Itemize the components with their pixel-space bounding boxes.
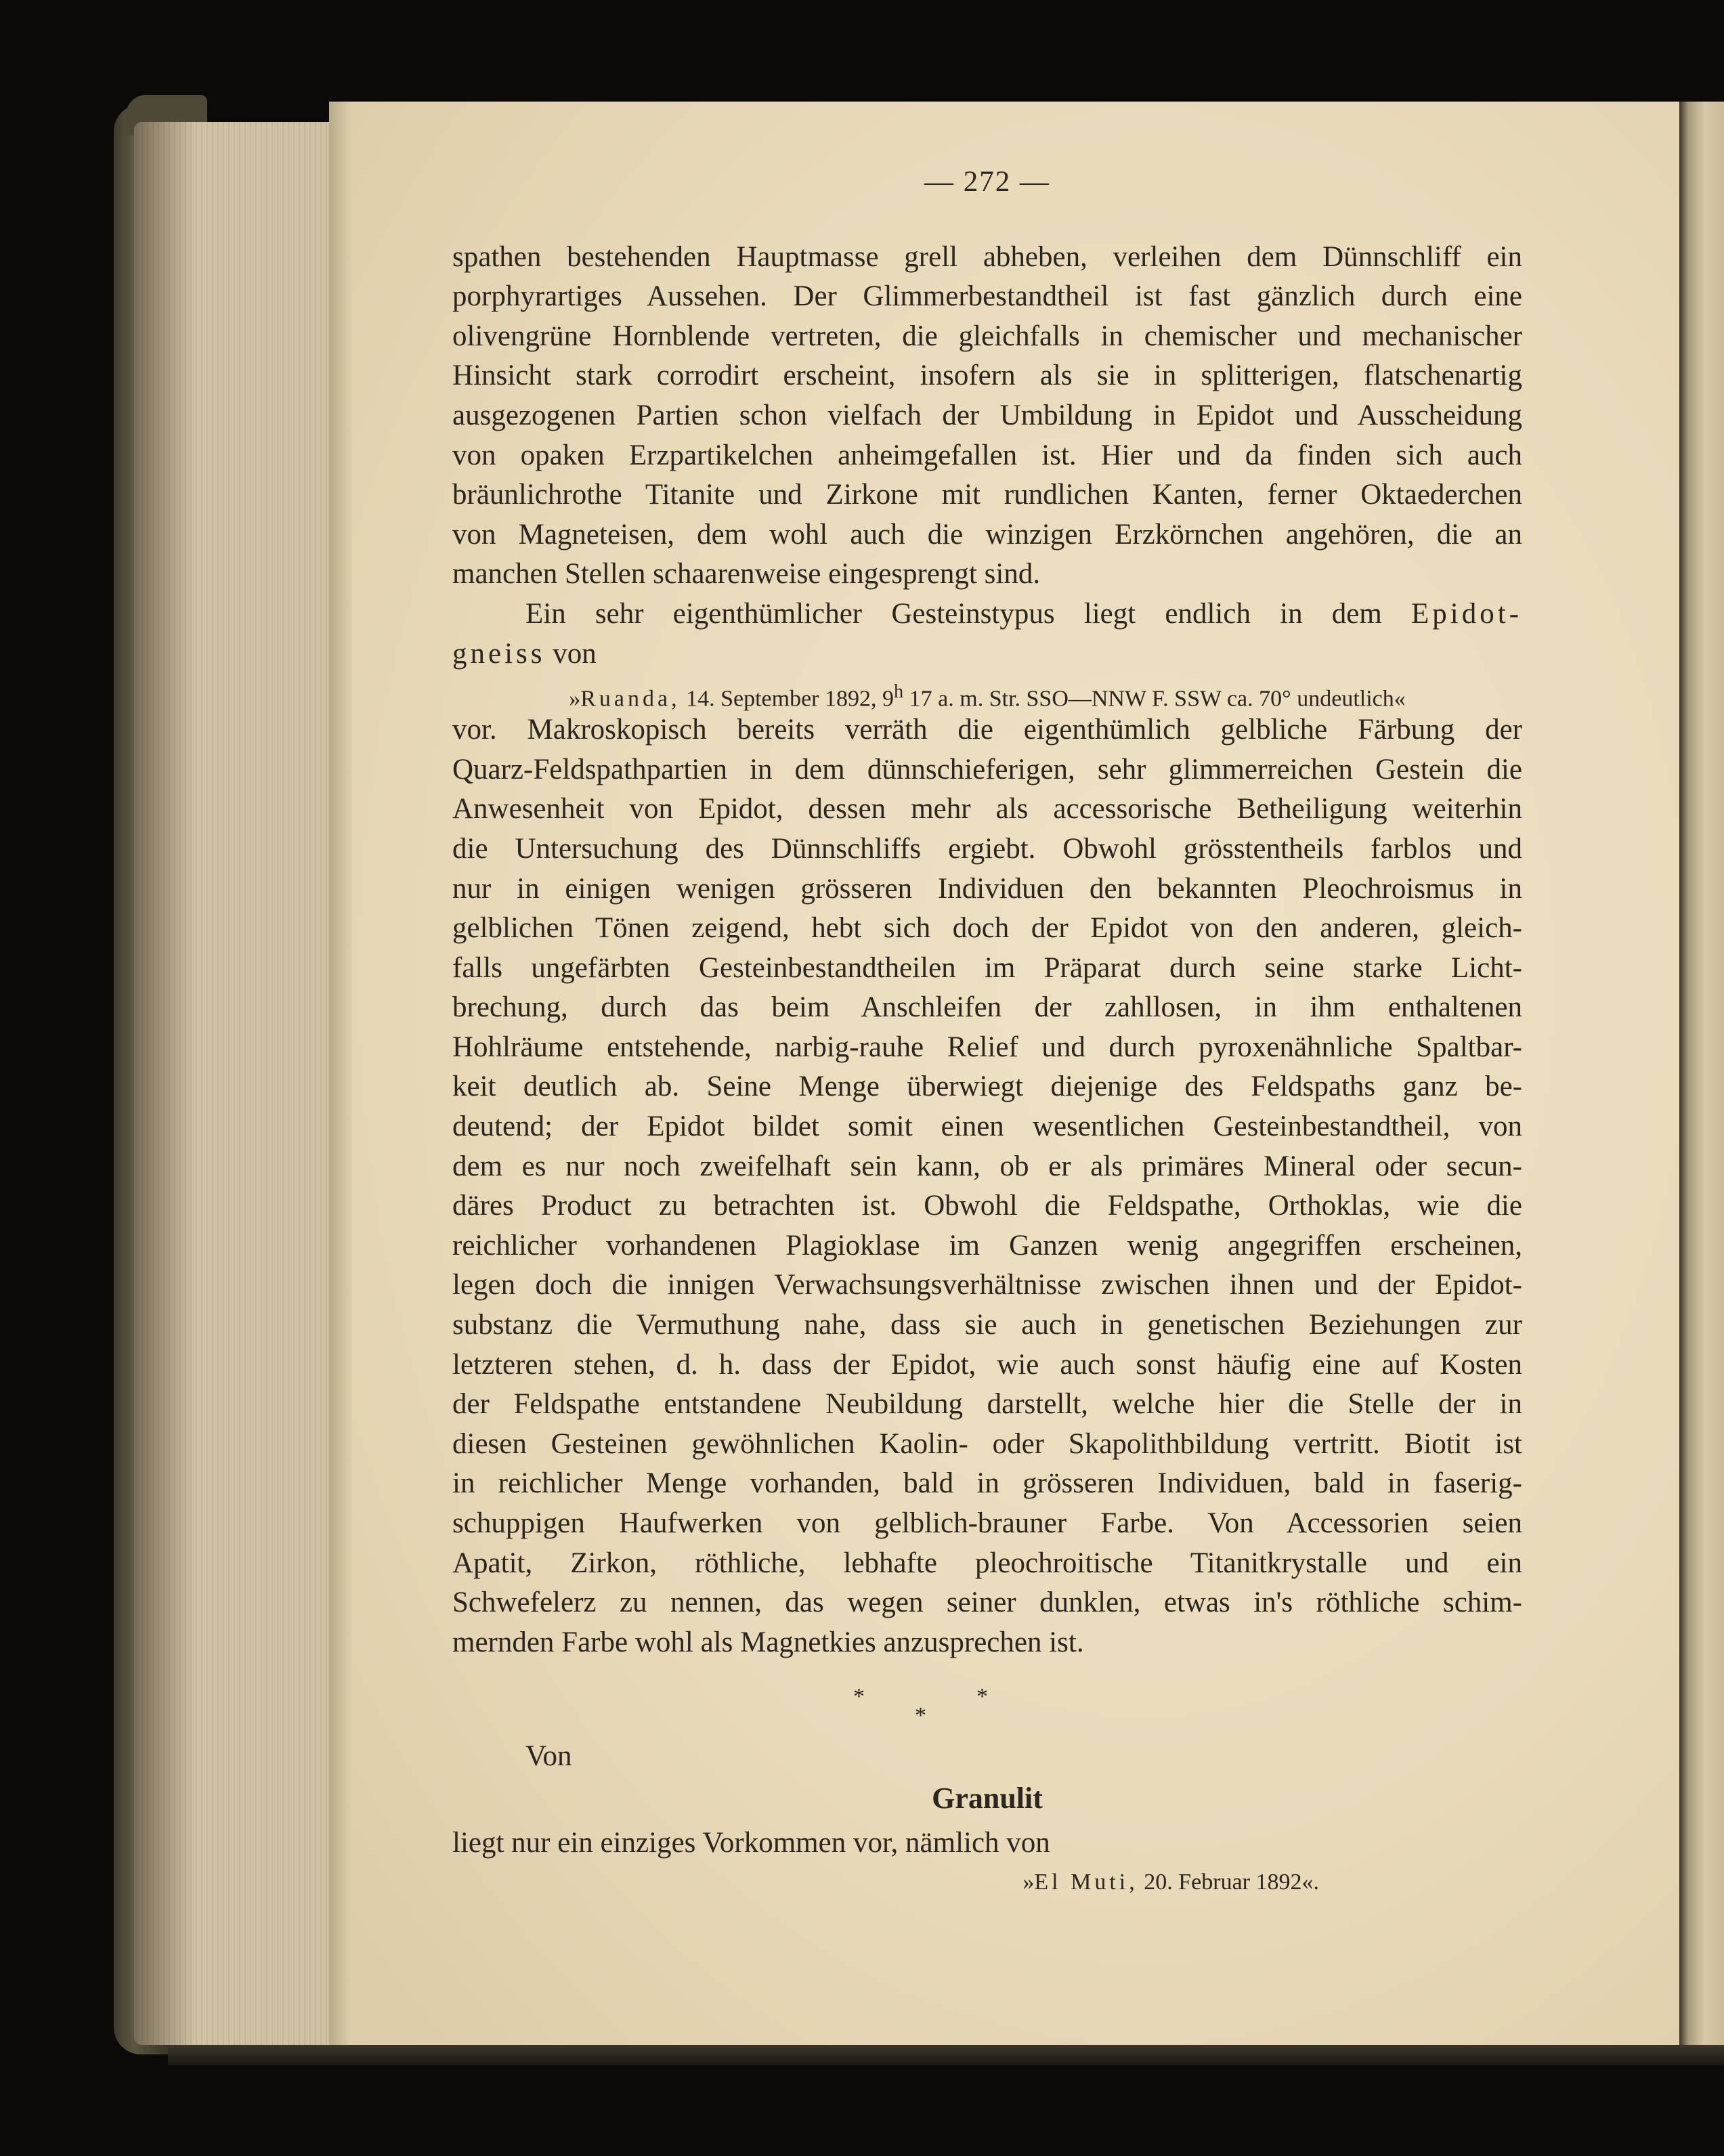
text-line: substanz die Vermuthung nahe, dass sie auch in genetischen Beziehungen zur <box>452 1309 1522 1341</box>
text-line: der Feldspathe entstandene Neubildung darstellt, welche hier die Stelle der in <box>452 1388 1522 1421</box>
page-text <box>452 163 1522 1901</box>
text-line: von opaken Erzpartikelchen anheimgefallen ist. Hier und da finden sich auch <box>452 439 1522 471</box>
page-block-shadow <box>134 122 195 2045</box>
asterisk: * <box>915 1703 926 1729</box>
text-line: reichlicher vorhandenen Plagioklase im Ganzen wenig angegriffen erscheinen, <box>452 1229 1522 1262</box>
text-line: Hohlräume entstehende, narbig-rauhe Relief und durch pyroxenähnliche Spaltbar- <box>452 1031 1522 1063</box>
text-line: deutend; der Epidot bildet somit einen wesentlichen Gesteinbestandtheil, von <box>452 1111 1522 1143</box>
text-line: Hinsicht stark corrodirt erscheint, insofern als sie in splitterigen, flatschenartig <box>452 360 1522 392</box>
text-line: keit deutlich ab. Seine Menge überwiegt diejenige des Feldspaths ganz be- <box>452 1071 1522 1103</box>
quote-mark: » <box>569 686 581 712</box>
text-line: die Untersuchung des Dünnschliffs ergiebt. Obwohl grösstentheils farblos und <box>452 832 1522 865</box>
location-line <box>452 1863 1522 1901</box>
text-line <box>452 634 1522 674</box>
text-line: vor. Makroskopisch bereits verräth die eigenthümlich gelbliche Färbung der <box>452 714 1522 746</box>
paragraph-3 <box>452 710 1522 1662</box>
next-page-edge <box>1679 102 1724 2052</box>
text-line: manchen Stellen schaarenweise eingesprengt sind. <box>452 558 1041 590</box>
text-line: von Magneteisen, dem wohl auch die winzigen Erzkörnchen angehören, die an <box>452 518 1522 551</box>
text-line: letzteren stehen, d. h. dass der Epidot, wie auch sonst häufig eine auf Kosten <box>452 1348 1522 1381</box>
text-line <box>452 595 1522 634</box>
text-line: dem es nur noch zweifelhaft sein kann, ob er als primäres Mineral oder secun- <box>452 1150 1522 1182</box>
paragraph-2 <box>452 595 1522 674</box>
location-place: Ruanda, <box>580 686 681 712</box>
hour-superscript: h <box>894 681 904 703</box>
asterisk: * <box>976 1684 988 1710</box>
text-line: schuppigen Haufwerken von gelblich-brauner Farbe. Von Accessorien seien <box>452 1507 1522 1539</box>
paragraph-1 <box>452 238 1522 595</box>
page-number: — 272 — <box>924 166 1050 198</box>
asterisk: * <box>853 1684 865 1710</box>
text-line: bräunlichrothe Titanite und Zirkone mit rundlichen Kanten, ferner Oktaederchen <box>452 479 1522 511</box>
location-date: 14. September 1892, 9 <box>680 686 894 712</box>
text-line: legen doch die innigen Verwachsungsverhältnisse zwischen ihnen und der Epidot- <box>452 1269 1522 1301</box>
text-line: Anwesenheit von Epidot, dessen mehr als accessorische Betheiligung weiterhin <box>452 793 1522 825</box>
text-line: porphyrartiges Aussehen. Der Glimmerbestandtheil ist fast gänzlich durch eine <box>452 280 1522 313</box>
text-line: Quarz-Feldspathpartien in dem dünnschieferigen, sehr glimmerreichen Gestein die <box>452 753 1522 785</box>
text-run: Ein sehr eigenthümlicher Gesteinstypus liegt endlich in dem <box>525 597 1382 630</box>
text-line: nur in einigen wenigen grösseren Individuen den bekannten Pleochroismus in <box>452 872 1522 905</box>
location-date: 20. Februar 1892«. <box>1138 1869 1319 1895</box>
text-line: diesen Gesteinen gewöhnlichen Kaolin- oder Skapolithbildung vertritt. Biotit ist <box>452 1427 1522 1460</box>
text-line: Schwefelerz zu nennen, das wegen seiner dunklen, etwas in's röthliche schim- <box>452 1587 1522 1619</box>
text-line: falls ungefärbten Gesteinbestandtheilen im Präparat durch seine starke Licht- <box>452 951 1522 984</box>
spaced-term: gneiss <box>452 637 546 670</box>
bottom-edge <box>168 2045 1724 2065</box>
text-line: däres Product zu betrachten ist. Obwohl die Feldspathe, Orthoklas, wie die <box>452 1190 1522 1222</box>
text-line: liegt nur ein einziges Vorkommen vor, nämlich von <box>452 1827 1050 1859</box>
text-run: von <box>545 637 597 670</box>
text-line: gelblichen Tönen zeigend, hebt sich doch der Epidot von den anderen, gleich- <box>452 912 1522 945</box>
spaced-term: Epidot- <box>1411 597 1523 630</box>
text-line: brechung, durch das beim Anschleifen der zahllosen, in ihm enthaltenen <box>452 991 1522 1024</box>
text-line: Apatit, Zirkon, röthliche, lebhafte pleochroitische Titanitkrystalle und ein <box>452 1547 1522 1579</box>
text-line: spathen bestehenden Hauptmasse grell abheben, verleihen dem Dünnschliff ein <box>452 240 1522 273</box>
text-line: mernden Farbe wohl als Magnetkies anzusprechen ist. <box>452 1626 1084 1658</box>
text-line: olivengrüne Hornblende vertreten, die gleichfalls in chemischer und mechanischer <box>452 320 1522 352</box>
location-place: El Muti, <box>1034 1869 1138 1895</box>
location-line <box>452 675 1522 712</box>
text-line: in reichlicher Menge vorhanden, bald in grösseren Individuen, bald in faserig- <box>452 1467 1522 1500</box>
section-heading: Granulit <box>932 1782 1043 1815</box>
quote-mark: » <box>1022 1869 1035 1895</box>
location-details: 17 a. m. Str. SSO—NNW F. SSW ca. 70° undeutlich« <box>903 686 1406 712</box>
text-line: ausgezogenen Partien schon vielfach der Umbildung in Epidot und Ausscheidung <box>452 399 1522 431</box>
section-divider <box>452 1662 1522 1737</box>
von-line: Von <box>525 1740 572 1773</box>
